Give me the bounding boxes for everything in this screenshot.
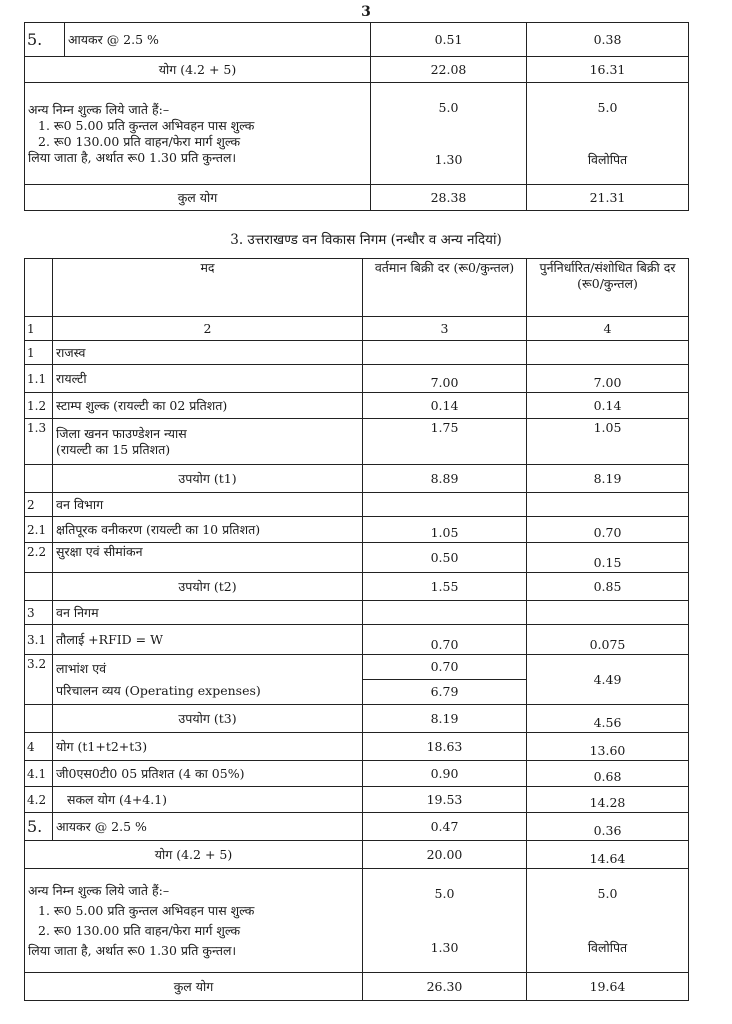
serial-number: 1.2 [25,393,53,419]
current-rate: 28.38 [371,185,527,211]
column-number: 2 [53,317,363,341]
row-label: उपयोग (t3) [53,705,363,733]
table-row [25,601,689,625]
revised-rate: 7.00 [527,365,689,393]
serial-number [25,705,53,733]
notes-row [25,83,689,185]
revised-rate: 8.19 [527,465,689,493]
subtotal-row [25,705,689,733]
current-rate: 0.51 [371,23,527,57]
current-rate: 0.47 [363,813,527,841]
row-label: राजस्व [53,341,363,365]
revised-rate [527,341,689,365]
revised-rate: 21.31 [527,185,689,211]
serial-number: 5. [25,813,53,841]
header-revised: पुर्ननिर्धारित/संशोधित बिक्री दर (रू0/कुन्तल) [527,259,689,317]
revised-rate: 1.05 [527,419,689,465]
serial-number: 4 [25,733,53,761]
note-line: लिया जाता है, अर्थात रू0 1.30 प्रति कुन्तल। [28,942,237,958]
table-row [25,185,689,211]
total-row [25,841,689,869]
note-value: 5.0 [434,885,455,901]
serial-number [25,465,53,493]
current-rate: 0.70 [363,625,527,655]
table-row [25,57,689,83]
row-label: जी0एस0टी0 05 प्रतिशत (4 का 05%) [53,761,363,787]
revised-rate: 16.31 [527,57,689,83]
note-line: अन्य निम्न शुल्क लिये जाते हैं:– [28,882,170,898]
page-number: 3 [361,4,371,20]
serial-number: 3 [25,601,53,625]
note-line: अन्य निम्न शुल्क लिये जाते हैं:– [28,101,170,117]
notes-text [25,869,363,973]
row-label: क्षतिपूरक वनीकरण (रायल्टी का 10 प्रतिशत) [53,517,363,543]
section-title: 3. उत्तराखण्ड वन विकास निगम (नन्धौर व अन्य नदियां) [230,232,502,248]
main-table [24,258,689,1001]
row-label-line: लाभांश एवं [56,660,107,676]
column-number: 3 [363,317,527,341]
current-rate [363,655,527,705]
row-label: कुल योग [25,185,371,211]
current-rate: 22.08 [371,57,527,83]
revised-rate: 4.49 [527,655,689,705]
table-row [25,419,689,465]
row-label-line: (रायल्टी का 15 प्रतिशत) [56,441,171,457]
table-row [25,761,689,787]
revised-rate: 0.38 [527,23,689,57]
notes-row [25,869,689,973]
table-row [25,655,689,705]
serial-number: 5. [25,23,65,57]
note-value: 1.30 [434,151,463,167]
current-rate: 0.14 [363,393,527,419]
revised-rate [527,869,689,973]
table-row [25,493,689,517]
revised-rate [527,83,689,185]
serial-number: 1.3 [25,419,53,465]
row-label: वन विभाग [53,493,363,517]
current-rate: 0.50 [363,543,527,573]
table-row [25,625,689,655]
serial-number: 1.1 [25,365,53,393]
note-line: 2. रू0 130.00 प्रति वाहन/फेरा मार्ग शुल्क [38,133,241,149]
current-rate [363,341,527,365]
column-number-row [25,317,689,341]
row-label: कुल योग [25,973,363,1001]
header-item: मद [53,259,363,317]
note-value: विलोपित [587,939,628,955]
row-label: उपयोग (t1) [53,465,363,493]
current-rate: 7.00 [363,365,527,393]
revised-rate: 19.64 [527,973,689,1001]
row-label: योग (4.2 + 5) [25,841,363,869]
table-row [25,813,689,841]
note-value: 1.30 [430,939,459,955]
revised-rate: 14.64 [527,841,689,869]
note-value: विलोपित [587,151,628,167]
revised-rate: 4.56 [527,705,689,733]
note-value: 5.0 [438,99,459,115]
current-rate: 0.90 [363,761,527,787]
serial-number: 4.2 [25,787,53,813]
row-label: स्टाम्प शुल्क (रायल्टी का 02 प्रतिशत) [53,393,363,419]
row-label [53,419,363,465]
table-row [25,341,689,365]
row-label: रायल्टी [53,365,363,393]
current-rate-part: 0.70 [363,655,526,680]
serial-number: 3.1 [25,625,53,655]
table-row [25,517,689,543]
serial-number: 1 [25,341,53,365]
row-label: सकल योग (4+4.1) [53,787,363,813]
current-rate-part: 6.79 [430,684,459,699]
subtotal-row [25,573,689,601]
serial-number: 2 [25,493,53,517]
current-rate [363,601,527,625]
note-value: 5.0 [597,885,618,901]
revised-rate [527,601,689,625]
current-rate: 19.53 [363,787,527,813]
serial-number: 4.1 [25,761,53,787]
row-label [53,655,363,705]
current-rate: 8.89 [363,465,527,493]
table-row [25,393,689,419]
current-rate [371,83,527,185]
top-table [24,22,689,211]
table-row [25,23,689,57]
table-row [25,365,689,393]
serial-number: 2.2 [25,543,53,573]
revised-rate: 0.075 [527,625,689,655]
current-rate: 8.19 [363,705,527,733]
revised-rate [527,493,689,517]
note-line: 2. रू0 130.00 प्रति वाहन/फेरा मार्ग शुल्क [38,922,241,938]
revised-rate: 0.14 [527,393,689,419]
column-number: 1 [25,317,53,341]
note-line: लिया जाता है, अर्थात रू0 1.30 प्रति कुन्तल। [28,149,237,165]
subtotal-row [25,465,689,493]
row-label: वन निगम [53,601,363,625]
row-label: उपयोग (t2) [53,573,363,601]
serial-number: 2.1 [25,517,53,543]
table-row [25,787,689,813]
header-current: वर्तमान बिक्री दर (रू0/कुन्तल) [363,259,527,317]
row-label: तौलाई +RFID = W [53,625,363,655]
note-value: 5.0 [597,99,618,115]
row-label: योग (4.2 + 5) [25,57,371,83]
notes-text [25,83,371,185]
current-rate [363,493,527,517]
current-rate: 1.75 [363,419,527,465]
row-label: सुरक्षा एवं सीमांकन [53,543,363,573]
note-line: 1. रू0 5.00 प्रति कुन्तल अभिवहन पास शुल्क [38,902,255,918]
current-rate: 1.55 [363,573,527,601]
revised-rate: 0.36 [527,813,689,841]
revised-rate: 14.28 [527,787,689,813]
note-line: 1. रू0 5.00 प्रति कुन्तल अभिवहन पास शुल्क [38,117,255,133]
revised-rate: 13.60 [527,733,689,761]
current-rate: 18.63 [363,733,527,761]
serial-number: 3.2 [25,655,53,705]
grand-total-row [25,973,689,1001]
current-rate: 26.30 [363,973,527,1001]
row-label: योग (t1+t2+t3) [53,733,363,761]
revised-rate: 0.15 [527,543,689,573]
revised-rate: 0.68 [527,761,689,787]
current-rate: 20.00 [363,841,527,869]
row-label: आयकर @ 2.5 % [53,813,363,841]
row-label: आयकर @ 2.5 % [65,23,371,57]
revised-rate: 0.70 [527,517,689,543]
serial-number [25,573,53,601]
header-row [25,259,689,317]
header-cell [25,259,53,317]
revised-rate: 0.85 [527,573,689,601]
current-rate: 1.05 [363,517,527,543]
column-number: 4 [527,317,689,341]
current-rate [363,869,527,973]
table-row [25,543,689,573]
row-label-line: जिला खनन फाउण्डेशन न्यास [56,425,187,441]
row-label-line: परिचालन व्यय (Operating expenses) [56,682,261,698]
table-row [25,733,689,761]
